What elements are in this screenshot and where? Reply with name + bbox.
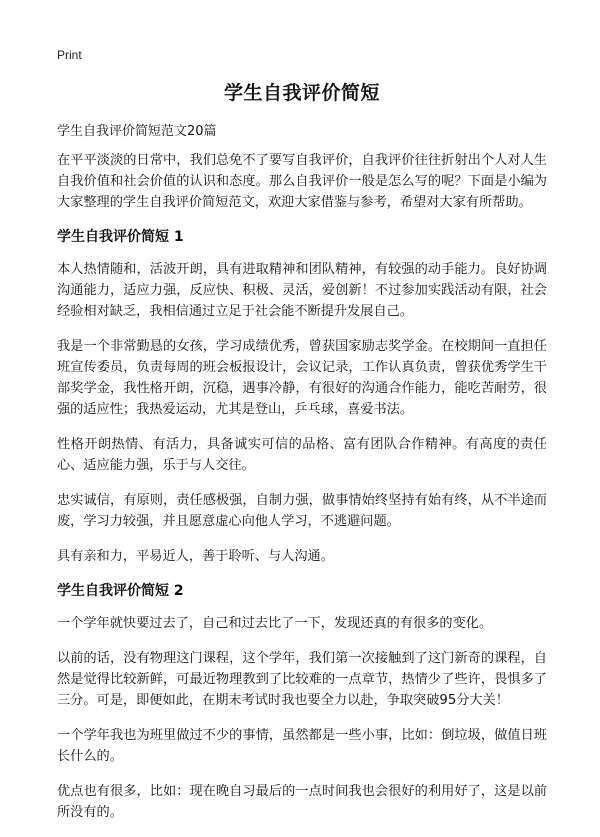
section-2-paragraph-2: 以前的话，没有物理这门课程，这个学年，我们第一次接触到了这门新奇的课程，自然是觉得比较新鲜，可最近物理教到了比较难的一点章节，热情少了些许，畏惧多了三分。可是，即便如此，在期末考试时我也要全力以赴，争取突破95分大关！ (57, 651, 547, 708)
section-heading-1: 学生自我评价简短 1 (57, 229, 184, 245)
page-title: 学生自我评价简短 (223, 82, 380, 104)
section-2-paragraph-3: 一个学年我也为班里做过不少的事情，虽然都是一些小事，比如：倒垃圾，做值日班长什么的。 (57, 728, 547, 764)
section-1-paragraph-3: 性格开朗热情、有活力，具备诚实可信的品格、富有团队合作精神。有高度的责任心、适应能力强，乐于与人交往。 (57, 437, 547, 473)
intro-paragraph: 在平平淡淡的日常中，我们总免不了要写自我评价，自我评价往往折射出个人对人生自我价值和社会价值的认识和态度。那么自我评价一般是怎么写的呢？下面是小编为大家整理的学生自我评价简短范文，欢迎大家借鉴与参考，希望对大家有所帮助。 (57, 153, 547, 210)
document-subtitle: 学生自我评价简短范文20篇 (57, 124, 217, 139)
document-body (57, 150, 547, 837)
section-1-paragraph-5: 具有亲和力，平易近人，善于聆听、与人沟通。 (57, 549, 334, 564)
section-heading-2: 学生自我评价简短 2 (57, 583, 184, 599)
section-1-paragraph-1: 本人热情随和，活波开朗，具有进取精神和团队精神，有较强的动手能力。良好协调沟通能力，适应力强，反应快、积极、灵活，爱创新！不过参加实践活动有限，社会经验相对缺乏，我相信通过立足于社会能不断提升发展自己。 (57, 262, 547, 319)
section-2-paragraph-1: 一个学年就快要过去了，自己和过去比了一下，发现还真的有很多的变化。 (57, 616, 493, 631)
section-1-paragraph-4: 忠实诚信，有原则，责任感极强，自制力强，做事情始终坚持有始有终，从不半途而废，学习力较强，并且愿意虚心向他人学习，不逃避问题。 (57, 493, 547, 529)
section-2-paragraph-4: 优点也有很多，比如：现在晚自习最后的一点时间我也会很好的利用好了，这是以前所没有的。 (57, 784, 547, 820)
print-link[interactable]: Print (57, 48, 82, 62)
section-1-paragraph-2: 我是一个非常勤恳的女孩，学习成绩优秀，曾获国家励志奖学金。在校期间一直担任班宣传委员，负责每周的班会板报设计，会议记录，工作认真负责，曾获优秀学生干部奖学金，我性格开朗，沉稳，遇事冷静，有很好的沟通合作能力，能吃苦耐劳，很强的适应性；我热爱运动，尤其是登山，乒乓球，喜爱书法。 (57, 339, 547, 417)
